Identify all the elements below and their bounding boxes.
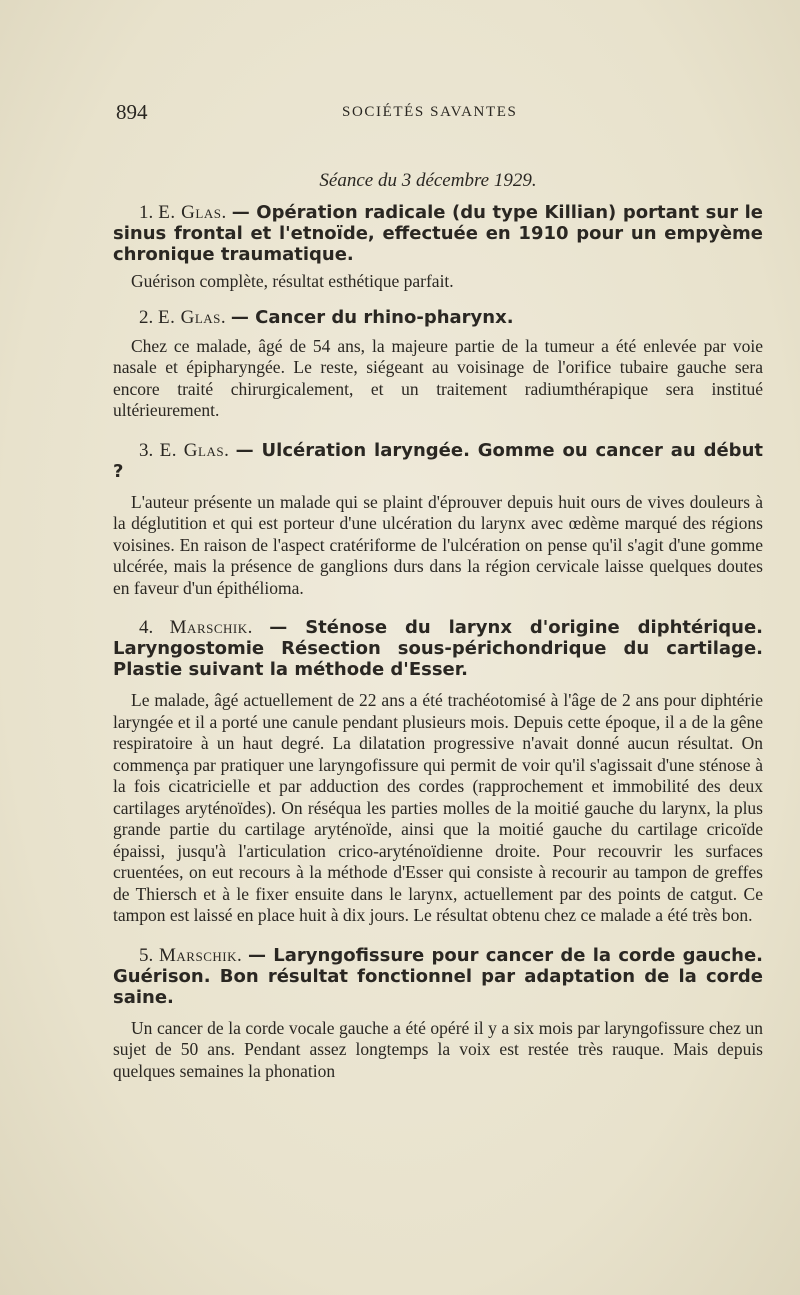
communication-4	[113, 617, 763, 927]
communication-text: Guérison complète, résultat esthétique parfait.	[131, 271, 454, 291]
communication-3	[113, 440, 763, 600]
communication-heading	[113, 440, 763, 482]
communication-title: — Laryngofissure pour cancer de la corde gauche. Guérison. Bon résultat fonctionnel par adaptation de la corde saine.	[113, 944, 764, 1008]
communication-number: 3.	[139, 439, 154, 461]
running-head: SOCIÉTÉS SAVANTES	[342, 104, 518, 120]
communication-heading	[113, 307, 763, 328]
page-number: 894	[116, 100, 148, 124]
communication-text: Chez ce malade, âgé de 54 ans, la majeure partie de la tumeur a été enlevée par voie nasale et épipharyngée. Le reste, siégeant au voisinage de l'orifice tubaire gauche sera encore traité chirurgicalement, et un traitement radiumthérapique sera institué ultérieurement.	[113, 335, 763, 420]
communication-text: Un cancer de la corde vocale gauche a été opéré il y a six mois par laryngofissure chez un sujet de 50 ans. Pendant assez longtemps la voix est restée très rauque. Mais depuis quelques semaines la phonation	[113, 1017, 763, 1081]
page-header	[116, 100, 756, 130]
communication-5	[113, 945, 763, 1083]
communication-1	[113, 202, 763, 293]
communication-title: — Cancer du rhino-pharynx.	[230, 306, 514, 328]
communication-text: Le malade, âgé actuellement de 22 ans a été trachéotomisé à l'âge de 2 ans pour diphtérie laryngée et il a porté une canule pendant plusieurs mois. Depuis cette époque, il a de la gêne respiratoire à un haut degré. La dilatation progressive n'avait donné aucun résultat. On commença par pratiquer une laryngofissure qui permit de voir qu'il s'agissait d'une sténose à la fois cicatricielle et par adduction des cordes (rapprochement et immobilité des deux cartilages aryténoïdes). On réséqua les parties molles de la moitié gauche du larynx, la plus grande partie du cartilage aryténoïde, ainsi que la moitié gauche du cartilage cricoïde épaissi, jusqu'à l'articulation crico-aryténoïdienne droite. Pour recouvrir les surfaces cruentées, on eut recours à la méthode d'Esser qui consiste à recourir au tampon de greffes de Thiersch et à le fixer ensuite dans le larynx, actuellement par des points de catgut. Ce tampon est laissé en place huit à dix jours. Le résultat obtenu chez ce malade a été très bon.	[113, 690, 763, 925]
communication-heading	[113, 617, 763, 680]
article-body	[113, 202, 763, 1082]
communication-2	[113, 307, 763, 422]
communication-title: — Opération radicale (du type Killian) portant sur le sinus frontal et l'etnoïde, effectuée en 1910 pour un empyème chronique traumatique.	[113, 202, 764, 265]
communication-author: E. Glas.	[158, 306, 227, 328]
communication-number: 4.	[139, 617, 154, 638]
session-date: Séance du 3 décembre 1929.	[319, 170, 537, 191]
communication-heading	[113, 945, 763, 1008]
communication-number: 5.	[139, 944, 154, 966]
communication-author: E. Glas.	[158, 202, 227, 223]
communication-heading	[113, 202, 763, 265]
communication-author: Marschik.	[169, 617, 253, 638]
communication-title: — Ulcération laryngée. Gomme ou cancer au début ?	[113, 439, 763, 482]
communication-number: 2.	[139, 306, 154, 328]
communication-author: E. Glas.	[159, 439, 230, 461]
communication-number: 1.	[139, 202, 154, 223]
communication-author: Marschik.	[159, 944, 243, 966]
communication-title: — Sténose du larynx d'origine diphtérique. Laryngostomie Résection sous-périchondrique du cartilage. Plastie suivant la méthode d'Esser.	[113, 617, 764, 680]
communication-text: L'auteur présente un malade qui se plaint d'éprouver depuis huit ours de vives douleurs à la déglutition et qui est porteur d'une ulcération du larynx avec œdème marqué des régions voisines. En raison de l'aspect cratériforme de l'ulcération on pense qu'il s'agit d'une gomme ulcérée, mais la présence de ganglions durs dans la région cervicale laisse quelques doutes en faveur d'un épithélioma.	[113, 491, 763, 598]
